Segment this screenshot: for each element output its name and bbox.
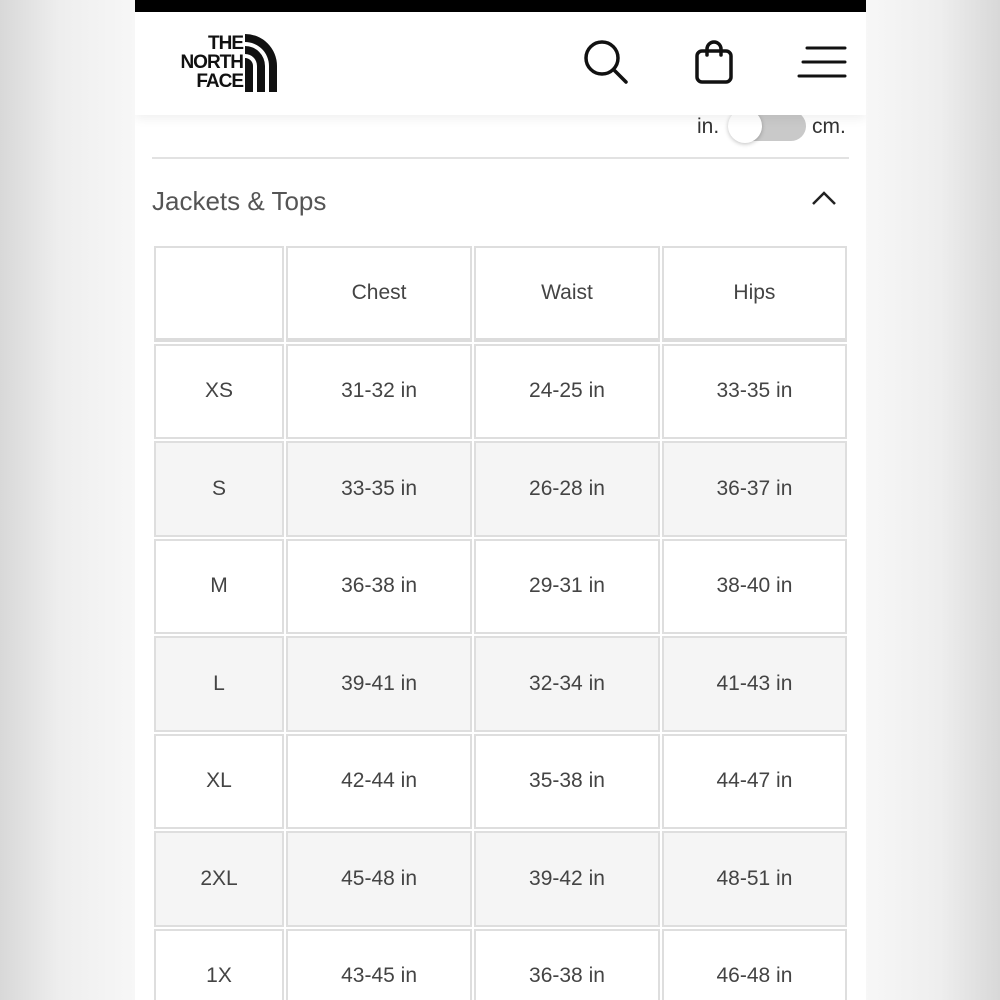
size-chart-table: [152, 244, 849, 1000]
cell-waist: 29-31 in: [474, 539, 660, 635]
unit-cm-label: cm.: [812, 115, 846, 138]
cell-size: 2XL: [154, 831, 284, 927]
cell-chest: 39-41 in: [286, 636, 472, 732]
cell-waist: 35-38 in: [474, 734, 660, 830]
site-header: [135, 12, 866, 115]
jackets-tops-accordion-header[interactable]: [152, 178, 849, 228]
cell-chest: 43-45 in: [286, 929, 472, 1000]
cell-chest: 36-38 in: [286, 539, 472, 635]
cell-hips: 41-43 in: [662, 636, 847, 732]
phone-screen: [135, 0, 866, 1000]
brand-logo[interactable]: [151, 34, 281, 96]
status-bar: [135, 0, 866, 12]
logo-line-2: NORTH: [180, 52, 243, 73]
section-title: Jackets & Tops: [152, 186, 327, 216]
logo-line-1: THE: [208, 33, 243, 54]
unit-inches-label: in.: [697, 115, 720, 138]
cell-waist: 39-42 in: [474, 831, 660, 927]
menu-button[interactable]: [796, 36, 848, 88]
table-row: [154, 831, 847, 927]
table-row: [154, 441, 847, 537]
cell-hips: 38-40 in: [662, 539, 847, 635]
cell-hips: 36-37 in: [662, 441, 847, 537]
cell-size: L: [154, 636, 284, 732]
table-row: [154, 539, 847, 635]
cell-size: XL: [154, 734, 284, 830]
header-waist: Waist: [474, 246, 660, 342]
header-size: [154, 246, 284, 342]
cell-hips: 46-48 in: [662, 929, 847, 1000]
cell-waist: 24-25 in: [474, 344, 660, 440]
cart-button[interactable]: [688, 36, 740, 88]
search-button[interactable]: [580, 36, 632, 88]
cell-hips: 44-47 in: [662, 734, 847, 830]
cell-hips: 33-35 in: [662, 344, 847, 440]
half-dome-icon: [225, 34, 277, 92]
menu-icon: [797, 42, 847, 82]
cell-chest: 33-35 in: [286, 441, 472, 537]
cell-waist: 26-28 in: [474, 441, 660, 537]
search-icon: [582, 38, 630, 86]
header-hips: Hips: [662, 246, 847, 342]
chevron-up-icon[interactable]: [810, 188, 838, 208]
table-row: [154, 929, 847, 1000]
cell-size: S: [154, 441, 284, 537]
unit-toggle[interactable]: [732, 111, 806, 141]
cell-chest: 45-48 in: [286, 831, 472, 927]
cell-size: XS: [154, 344, 284, 440]
table-header-row: [154, 246, 847, 342]
table-row: [154, 344, 847, 440]
cell-chest: 31-32 in: [286, 344, 472, 440]
cell-waist: 36-38 in: [474, 929, 660, 1000]
header-chest: Chest: [286, 246, 472, 342]
cell-size: 1X: [154, 929, 284, 1000]
cell-waist: 32-34 in: [474, 636, 660, 732]
table-row: [154, 734, 847, 830]
section-divider: [152, 157, 849, 159]
size-table-container: [152, 244, 849, 1000]
shopping-bag-icon: [692, 38, 736, 86]
cell-size: M: [154, 539, 284, 635]
cell-chest: 42-44 in: [286, 734, 472, 830]
table-row: [154, 636, 847, 732]
cell-hips: 48-51 in: [662, 831, 847, 927]
logo-line-3: FACE: [196, 71, 243, 92]
